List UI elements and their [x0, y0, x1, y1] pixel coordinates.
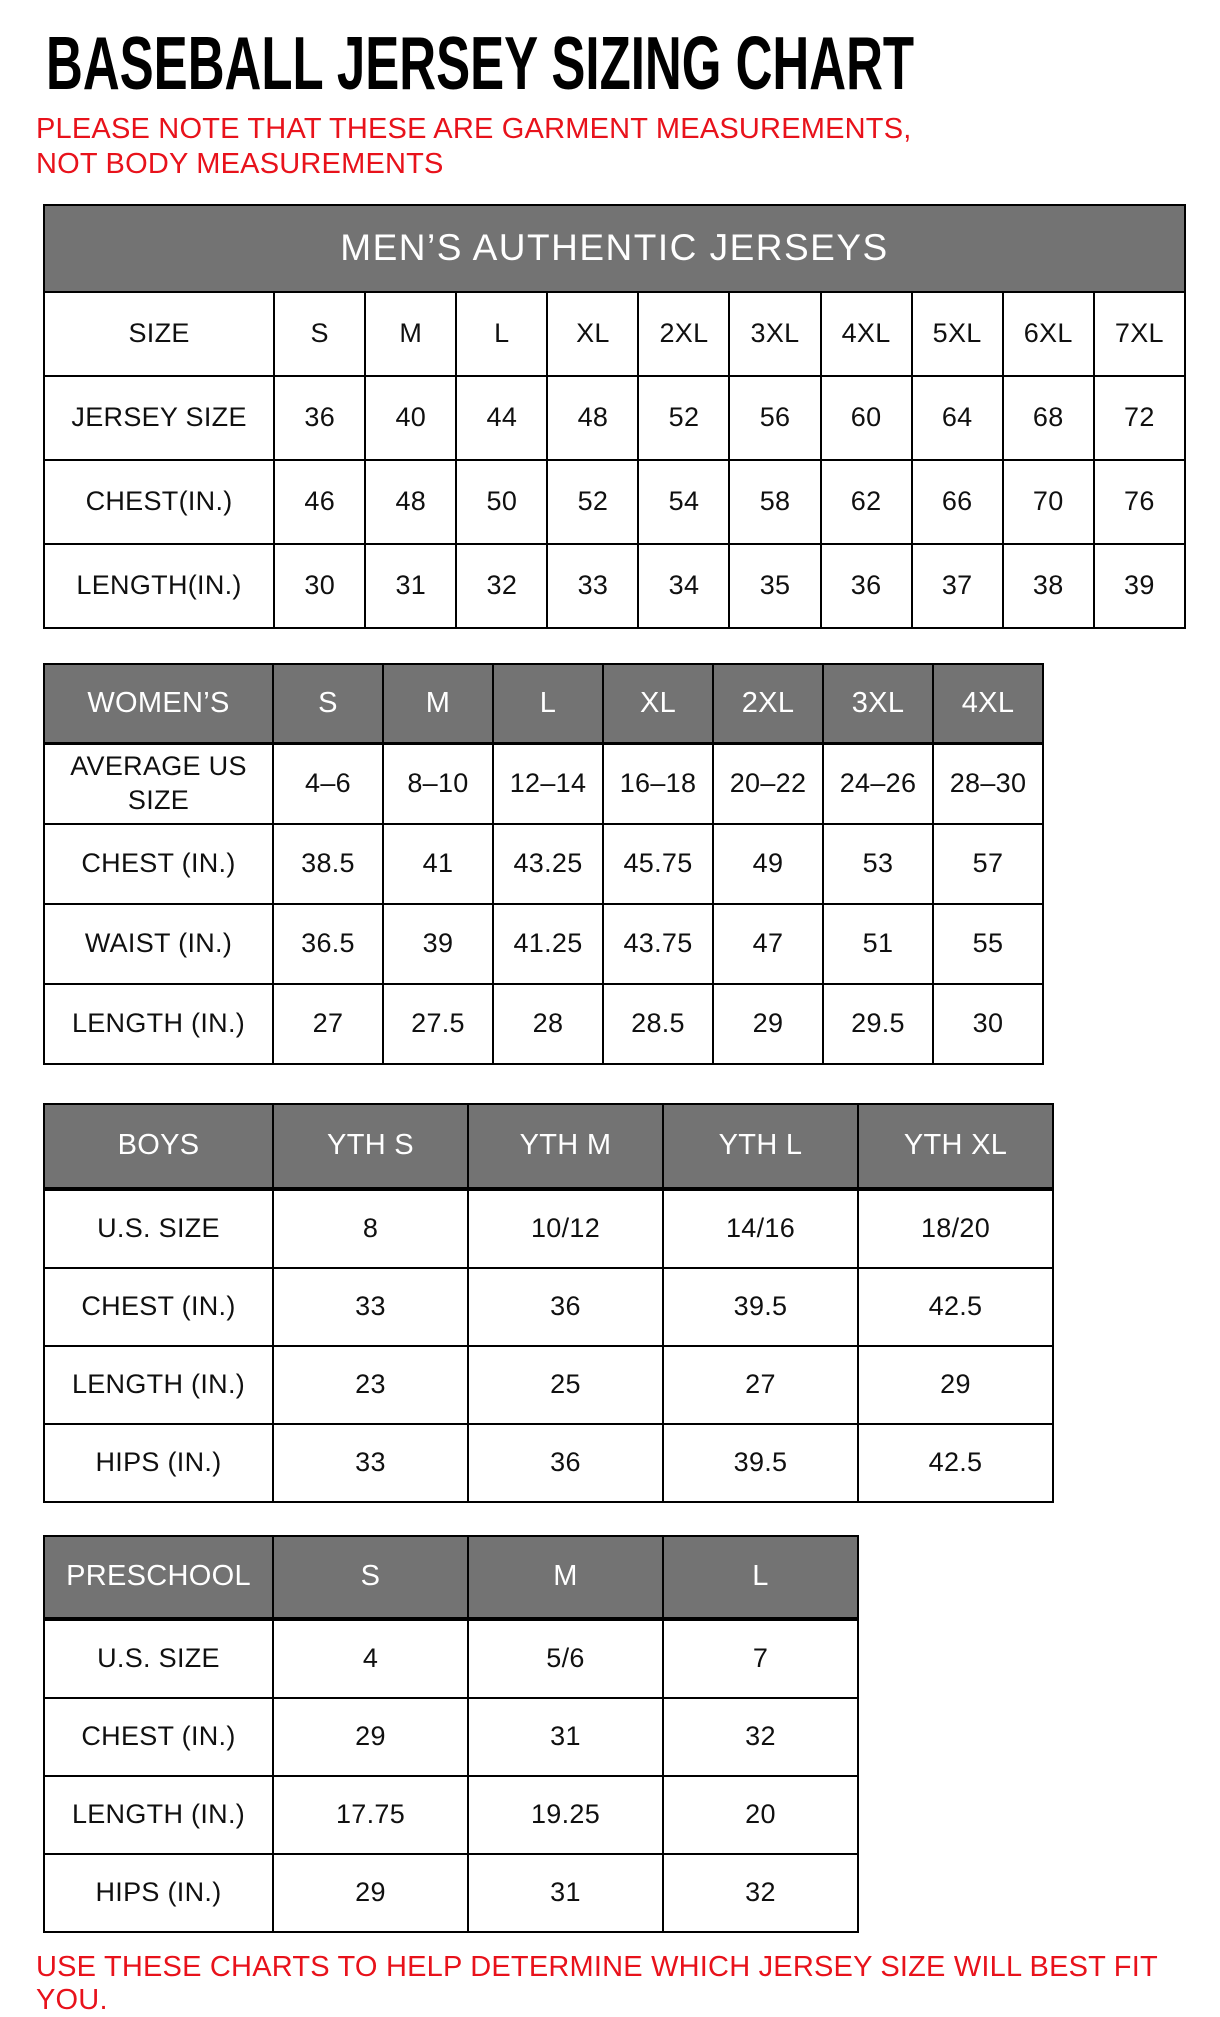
cell: 41: [383, 824, 493, 904]
cell: 39: [1094, 544, 1185, 628]
cell: 20: [663, 1776, 858, 1854]
cell: 68: [1003, 376, 1094, 460]
row-label: LENGTH (IN.): [44, 984, 273, 1064]
cell: 42.5: [858, 1268, 1053, 1346]
cell: 56: [729, 376, 820, 460]
column-header: 7XL: [1094, 292, 1185, 376]
cell: 31: [468, 1854, 663, 1932]
column-header: M: [383, 664, 493, 744]
table-row-length: [44, 1346, 1053, 1424]
column-header: XL: [547, 292, 638, 376]
table-row-length: [44, 984, 1043, 1064]
row-label: CHEST (IN.): [44, 1268, 273, 1346]
cell: 4–6: [273, 743, 383, 824]
table-row-us-size: [44, 1619, 858, 1698]
table-row-us-size: [44, 1189, 1053, 1268]
cell: 32: [456, 544, 547, 628]
cell: 39.5: [663, 1424, 858, 1502]
cell: 29: [713, 984, 823, 1064]
table-row-chest: [44, 460, 1185, 544]
row-label: LENGTH (IN.): [44, 1776, 273, 1854]
cell: 57: [933, 824, 1043, 904]
cell: 10/12: [468, 1189, 663, 1268]
row-label: CHEST(IN.): [44, 460, 274, 544]
cell: 17.75: [273, 1776, 468, 1854]
column-header: 4XL: [821, 292, 912, 376]
cell: 33: [547, 544, 638, 628]
cell: 4: [273, 1619, 468, 1698]
cell: 58: [729, 460, 820, 544]
column-header: YTH M: [468, 1104, 663, 1189]
fit-advice-footer: USE THESE CHARTS TO HELP DETERMINE WHICH JERSEY SIZE WILL BEST FIT YOU.: [36, 1950, 1158, 2016]
cell: 60: [821, 376, 912, 460]
column-header: 6XL: [1003, 292, 1094, 376]
page-title: BASEBALL JERSEY SIZING CHART: [46, 21, 915, 105]
cell: 32: [663, 1854, 858, 1932]
table-row-chest: [44, 1268, 1053, 1346]
cell: 16–18: [603, 743, 713, 824]
cell: 49: [713, 824, 823, 904]
cell: 40: [365, 376, 456, 460]
column-header: S: [274, 292, 365, 376]
cell: 64: [912, 376, 1003, 460]
cell: 62: [821, 460, 912, 544]
cell: 12–14: [493, 743, 603, 824]
cell: 76: [1094, 460, 1185, 544]
cell: 51: [823, 904, 933, 984]
cell: 31: [365, 544, 456, 628]
cell: 50: [456, 460, 547, 544]
cell: 20–22: [713, 743, 823, 824]
column-header: YTH L: [663, 1104, 858, 1189]
row-label: WAIST (IN.): [44, 904, 273, 984]
cell: 28–30: [933, 743, 1043, 824]
table-row-length: [44, 544, 1185, 628]
table-row-chest: [44, 824, 1043, 904]
cell: 54: [638, 460, 729, 544]
column-header: M: [365, 292, 456, 376]
cell: 46: [274, 460, 365, 544]
cell: 53: [823, 824, 933, 904]
cell: 29: [273, 1854, 468, 1932]
cell: 41.25: [493, 904, 603, 984]
cell: 39.5: [663, 1268, 858, 1346]
cell: 34: [638, 544, 729, 628]
cell: 72: [1094, 376, 1185, 460]
cell: 52: [638, 376, 729, 460]
cell: 48: [365, 460, 456, 544]
cell: 24–26: [823, 743, 933, 824]
column-header: YTH S: [273, 1104, 468, 1189]
cell: 23: [273, 1346, 468, 1424]
cell: 28: [493, 984, 603, 1064]
cell: 27: [273, 984, 383, 1064]
column-header: XL: [603, 664, 713, 744]
column-header-preschool: PRESCHOOL: [44, 1536, 273, 1619]
preschool-header-row: [44, 1536, 858, 1619]
cell: 66: [912, 460, 1003, 544]
boys-header-row: [44, 1104, 1053, 1189]
row-label: LENGTH (IN.): [44, 1346, 273, 1424]
cell: 70: [1003, 460, 1094, 544]
preschool-table: [43, 1535, 859, 1933]
row-label: CHEST (IN.): [44, 1698, 273, 1776]
garment-measurements-note: PLEASE NOTE THAT THESE ARE GARMENT MEASUREMENTS, NOT BODY MEASUREMENTS: [36, 113, 912, 180]
cell: 8: [273, 1189, 468, 1268]
table-row-average-us-size: [44, 743, 1043, 824]
row-label: HIPS (IN.): [44, 1424, 273, 1502]
column-header: 2XL: [713, 664, 823, 744]
row-label: U.S. SIZE: [44, 1189, 273, 1268]
womens-header-row: [44, 664, 1043, 744]
mens-authentic-jerseys-table: [43, 204, 1186, 629]
column-header: L: [663, 1536, 858, 1619]
cell: 7: [663, 1619, 858, 1698]
cell: 36.5: [273, 904, 383, 984]
cell: 32: [663, 1698, 858, 1776]
cell: 29: [273, 1698, 468, 1776]
row-label: U.S. SIZE: [44, 1619, 273, 1698]
cell: 27.5: [383, 984, 493, 1064]
cell: 14/16: [663, 1189, 858, 1268]
column-header: L: [493, 664, 603, 744]
cell: 43.75: [603, 904, 713, 984]
table-row-waist: [44, 904, 1043, 984]
cell: 18/20: [858, 1189, 1053, 1268]
cell: 44: [456, 376, 547, 460]
table-row-hips: [44, 1854, 858, 1932]
cell: 45.75: [603, 824, 713, 904]
column-header-boys: BOYS: [44, 1104, 273, 1189]
column-header: 3XL: [729, 292, 820, 376]
row-label: AVERAGE US SIZE: [44, 743, 273, 824]
row-label: HIPS (IN.): [44, 1854, 273, 1932]
mens-size-header-row: [44, 292, 1185, 376]
boys-table: [43, 1103, 1054, 1503]
cell: 30: [933, 984, 1043, 1064]
cell: 43.25: [493, 824, 603, 904]
cell: 36: [468, 1424, 663, 1502]
cell: 27: [663, 1346, 858, 1424]
cell: 36: [821, 544, 912, 628]
cell: 38: [1003, 544, 1094, 628]
row-label: CHEST (IN.): [44, 824, 273, 904]
cell: 29: [858, 1346, 1053, 1424]
cell: 5/6: [468, 1619, 663, 1698]
cell: 29.5: [823, 984, 933, 1064]
cell: 36: [468, 1268, 663, 1346]
cell: 35: [729, 544, 820, 628]
mens-banner-row: [44, 205, 1185, 292]
cell: 36: [274, 376, 365, 460]
cell: 33: [273, 1268, 468, 1346]
table-row-jersey-size: [44, 376, 1185, 460]
column-header: 2XL: [638, 292, 729, 376]
cell: 31: [468, 1698, 663, 1776]
column-header: YTH XL: [858, 1104, 1053, 1189]
column-header: 4XL: [933, 664, 1043, 744]
cell: 47: [713, 904, 823, 984]
cell: 38.5: [273, 824, 383, 904]
cell: 42.5: [858, 1424, 1053, 1502]
column-header: M: [468, 1536, 663, 1619]
table-row-length: [44, 1776, 858, 1854]
column-header: L: [456, 292, 547, 376]
cell: 8–10: [383, 743, 493, 824]
cell: 33: [273, 1424, 468, 1502]
cell: 48: [547, 376, 638, 460]
cell: 25: [468, 1346, 663, 1424]
womens-table: [43, 663, 1044, 1065]
table-row-hips: [44, 1424, 1053, 1502]
mens-table-banner: MEN’S AUTHENTIC JERSEYS: [44, 205, 1185, 292]
table-row-chest: [44, 1698, 858, 1776]
column-header-size: SIZE: [44, 292, 274, 376]
row-label: JERSEY SIZE: [44, 376, 274, 460]
cell: 30: [274, 544, 365, 628]
column-header: 3XL: [823, 664, 933, 744]
column-header: S: [273, 1536, 468, 1619]
cell: 39: [383, 904, 493, 984]
column-header-womens: WOMEN’S: [44, 664, 273, 744]
column-header: S: [273, 664, 383, 744]
column-header: 5XL: [912, 292, 1003, 376]
cell: 28.5: [603, 984, 713, 1064]
cell: 37: [912, 544, 1003, 628]
cell: 19.25: [468, 1776, 663, 1854]
cell: 55: [933, 904, 1043, 984]
cell: 52: [547, 460, 638, 544]
row-label: LENGTH(IN.): [44, 544, 274, 628]
